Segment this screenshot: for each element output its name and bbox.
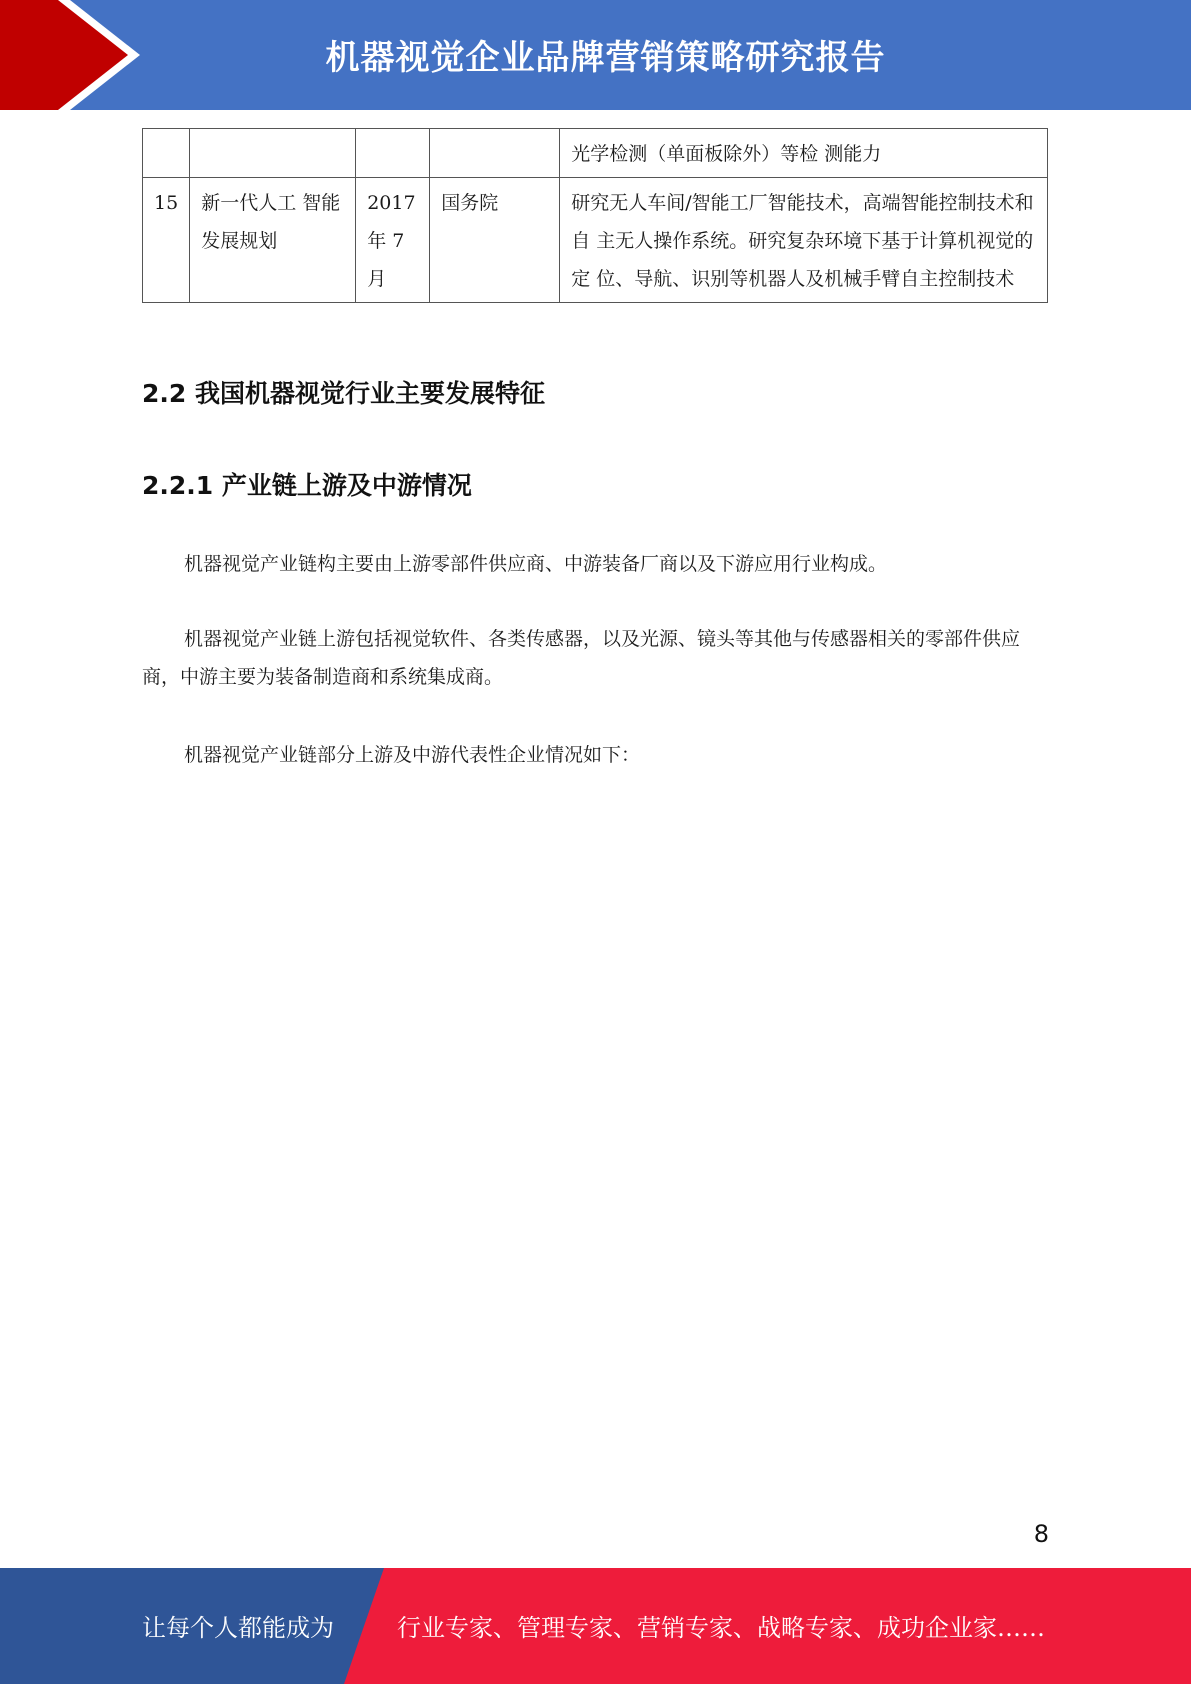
paragraph: 机器视觉产业链上游包括视觉软件、各类传感器，以及光源、镜头等其他与传感器相关的零部件供应商，中游主要为装备制造商和系统集成商。	[142, 628, 1021, 688]
table-cell-no: 15	[143, 178, 190, 303]
paragraph: 机器视觉产业链构主要由上游零部件供应商、中游装备厂商以及下游应用行业构成。	[184, 553, 888, 575]
footer-slogan-left: 让每个人都能成为	[142, 1614, 334, 1642]
table-cell-name	[190, 129, 356, 178]
page-footer	[0, 1568, 1191, 1684]
table-cell-content: 光学检测（单面板除外）等检 测能力	[560, 129, 1048, 178]
table-row	[143, 178, 1048, 303]
table-cell-issuer	[430, 129, 560, 178]
subsection-heading: 2.2.1 产业链上游及中游情况	[142, 471, 472, 500]
page-number: 8	[1033, 1520, 1049, 1548]
table-cell-date	[356, 129, 430, 178]
table-cell-no	[143, 129, 190, 178]
footer-slogan-right: 行业专家、管理专家、营销专家、战略专家、成功企业家……	[397, 1614, 1045, 1642]
table-cell-name: 新一代人工 智能发展规划	[190, 178, 356, 303]
page-header	[0, 0, 1191, 110]
table-cell-issuer: 国务院	[430, 178, 560, 303]
report-title: 机器视觉企业品牌营销策略研究报告	[325, 38, 886, 78]
table-cell-date: 2017 年 7 月	[356, 178, 430, 303]
section-heading: 2.2 我国机器视觉行业主要发展特征	[142, 379, 545, 408]
table-row	[143, 129, 1048, 178]
paragraph: 机器视觉产业链部分上游及中游代表性企业情况如下：	[184, 744, 641, 766]
table-cell-content: 研究无人车间/智能工厂智能技术，高端智能控制技术和自 主无人操作系统。研究复杂环境下基于计算机视觉的定 位、导航、识别等机器人及机械手臂自主控制技术	[560, 178, 1048, 303]
policy-table	[142, 128, 1048, 303]
